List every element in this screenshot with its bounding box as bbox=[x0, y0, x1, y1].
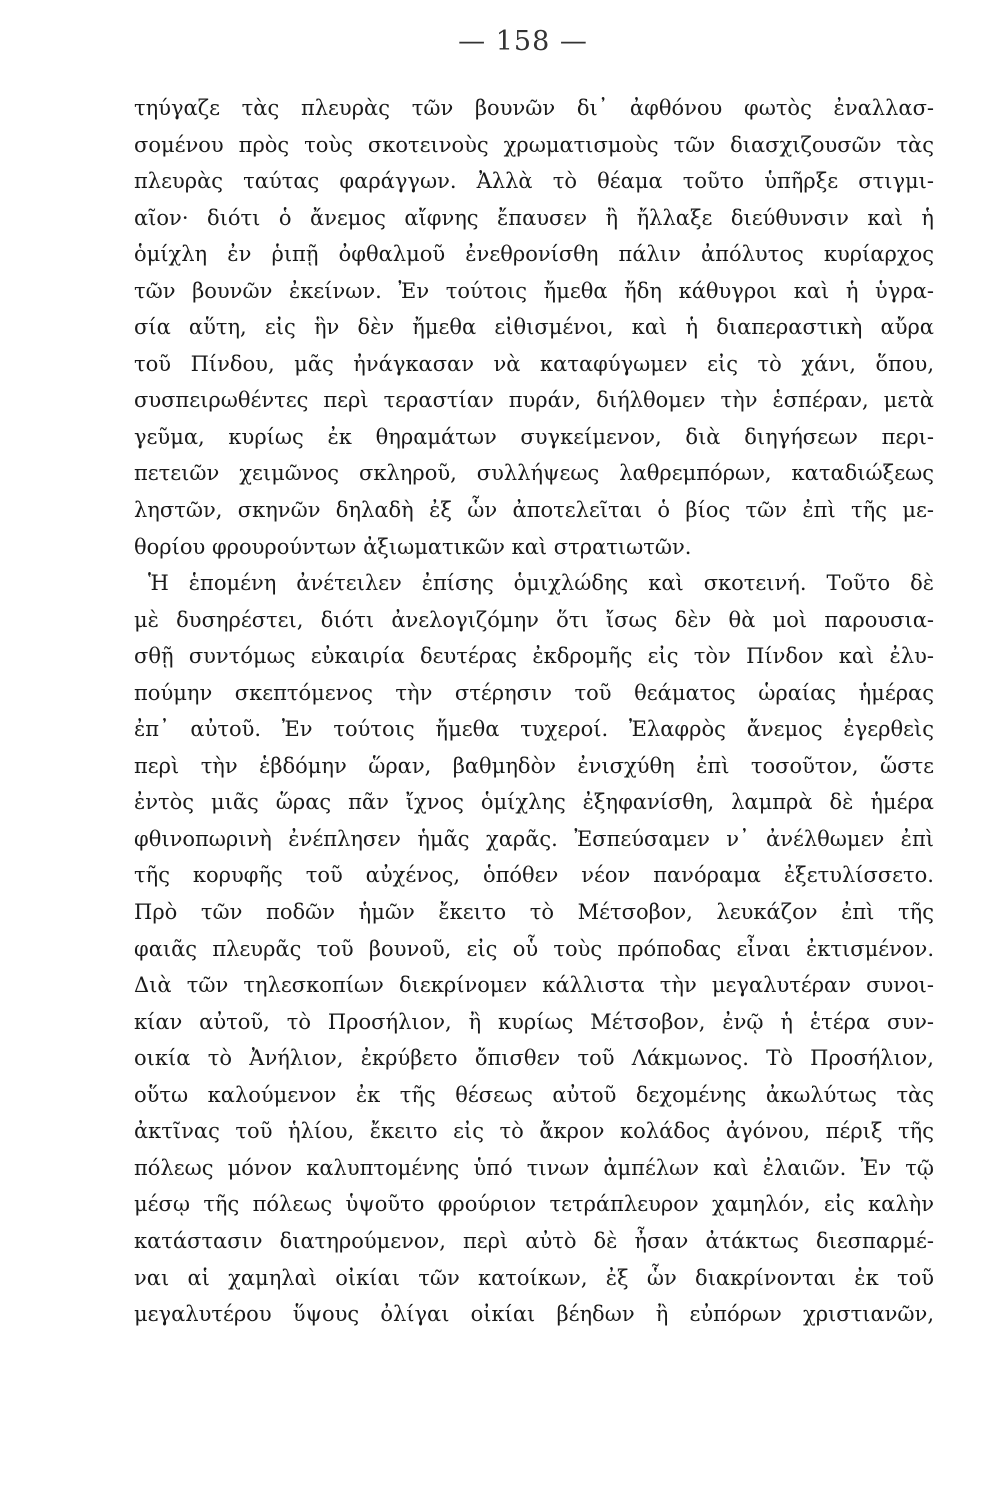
text-line: οὕτω καλούμενον ἐκ τῆς θέσεως αὐτοῦ δεχομένης ἀκωλύτως τὰς bbox=[134, 1082, 934, 1107]
page-number: — 158 — bbox=[458, 26, 588, 57]
text-line: σομένου πρὸς τοὺς σκοτεινοὺς χρωματισμοὺς τῶν διασχιζουσῶν τὰς bbox=[134, 132, 934, 157]
text-line: οικία τὸ Ἀνήλιον, ἐκρύβετο ὄπισθεν τοῦ Λάκμωνος. Τὸ Προσήλιον, bbox=[134, 1046, 934, 1071]
text-line: πούμην σκεπτόμενος τὴν στέρησιν τοῦ θεάματος ὡραίας ἡμέρας bbox=[134, 680, 934, 705]
text-line: πλευρὰς ταύτας φαράγγων. Ἀλλὰ τὸ θέαμα τοῦτο ὑπῆρξε στιγμι- bbox=[134, 169, 934, 194]
text-line: αῖον· διότι ὁ ἄνεμος αἴφνης ἔπαυσεν ἢ ἤλλαξε διεύθυνσιν καὶ ἡ bbox=[134, 205, 934, 230]
body-text bbox=[134, 90, 934, 1333]
text-line: γεῦμα, κυρίως ἐκ θηραμάτων συγκείμενον, διὰ διηγήσεων περι- bbox=[134, 424, 934, 449]
text-line: πόλεως μόνον καλυπτομένης ὑπό τινων ἀμπέλων καὶ ἐλαιῶν. Ἐν τῷ bbox=[134, 1155, 934, 1180]
text-line: μεγαλυτέρου ὕψους ὀλίγαι οἰκίαι βέηδων ἢ εὐπόρων χριστιανῶν, bbox=[134, 1302, 934, 1327]
text-line: περὶ τὴν ἑβδόμην ὥραν, βαθμηδὸν ἐνισχύθη ἐπὶ τοσοῦτον, ὥστε bbox=[134, 753, 934, 778]
paragraph-start-line: Ἡ ἑπομένη ἀνέτειλεν ἐπίσης ὁμιχλώδης καὶ σκοτεινή. Τοῦτο δὲ bbox=[148, 571, 934, 596]
text-line: σθῇ συντόμως εὐκαιρία δευτέρας ἐκδρομῆς εἰς τὸν Πίνδον καὶ ἐλυ- bbox=[134, 644, 934, 669]
text-line: σία αὕτη, εἰς ἣν δὲν ἤμεθα εἰθισμένοι, καὶ ἡ διαπεραστικὴ αὔρα bbox=[134, 315, 934, 340]
text-line: τῆς κορυφῆς τοῦ αὐχένος, ὁπόθεν νέον πανόραμα ἐξετυλίσσετο. bbox=[134, 863, 934, 888]
text-line: ληστῶν, σκηνῶν δηλαδὴ ἐξ ὧν ἀποτελεῖται ὁ βίος τῶν ἐπὶ τῆς με- bbox=[134, 498, 934, 523]
text-line: ὁμίχλη ἐν ῥιπῇ ὀφθαλμοῦ ἐνεθρονίσθη πάλιν ἀπόλυτος κυρίαρχος bbox=[134, 242, 934, 267]
text-line: τῶν βουνῶν ἐκείνων. Ἐν τούτοις ἤμεθα ἤδη κάθυγροι καὶ ἡ ὑγρα- bbox=[134, 278, 934, 303]
text-line: Διὰ τῶν τηλεσκοπίων διεκρίνομεν κάλλιστα τὴν μεγαλυτέραν συνοι- bbox=[134, 973, 934, 998]
text-line: τοῦ Πίνδου, μᾶς ἠνάγκασαν νὰ καταφύγωμεν εἰς τὸ χάνι, ὅπου, bbox=[134, 351, 934, 376]
text-line: κατάστασιν διατηρούμενον, περὶ αὐτὸ δὲ ἦσαν ἀτάκτως διεσπαρμέ- bbox=[134, 1228, 934, 1253]
text-line: συσπειρωθέντες περὶ τεραστίαν πυράν, διήλθομεν τὴν ἑσπέραν, μετὰ bbox=[134, 388, 934, 413]
text-line: ἀκτῖνας τοῦ ἡλίου, ἔκειτο εἰς τὸ ἄκρον κολάδος ἀγόνου, πέριξ τῆς bbox=[134, 1119, 934, 1144]
text-line: φαιᾶς πλευρᾶς τοῦ βουνοῦ, εἰς οὗ τοὺς πρόποδας εἶναι ἐκτισμένον. bbox=[134, 936, 934, 961]
text-line: φθινοπωρινὴ ἐνέπλησεν ἡμᾶς χαρᾶς. Ἐσπεύσαμεν ν᾽ ἀνέλθωμεν ἐπὶ bbox=[134, 826, 934, 851]
text-line: Πρὸ τῶν ποδῶν ἡμῶν ἔκειτο τὸ Μέτσοβον, λευκάζον ἐπὶ τῆς bbox=[134, 900, 934, 925]
text-line: πετειῶν χειμῶνος σκληροῦ, συλλήψεως λαθρεμπόρων, καταδιώξεως bbox=[134, 461, 934, 486]
text-line: κίαν αὐτοῦ, τὸ Προσήλιον, ἢ κυρίως Μέτσοβον, ἐνῷ ἡ ἑτέρα συν- bbox=[134, 1009, 934, 1034]
text-line: ἐπ᾽ αὐτοῦ. Ἐν τούτοις ἤμεθα τυχεροί. Ἐλαφρὸς ἄνεμος ἐγερθεὶς bbox=[134, 717, 934, 742]
text-line: μὲ δυσηρέστει, διότι ἀνελογιζόμην ὅτι ἴσως δὲν θὰ μοὶ παρουσια- bbox=[134, 607, 934, 632]
text-line: ἐντὸς μιᾶς ὥρας πᾶν ἴχνος ὁμίχλης ἐξηφανίσθη, λαμπρὰ δὲ ἡμέρα bbox=[134, 790, 934, 815]
paragraph-end-line: θορίου φρουρούντων ἀξιωματικῶν καὶ στρατιωτῶν. bbox=[134, 534, 692, 559]
text-line: μέσῳ τῆς πόλεως ὑψοῦτο φρούριον τετράπλευρον χαμηλόν, εἰς καλὴν bbox=[134, 1192, 934, 1217]
text-line: ναι αἱ χαμηλαὶ οἰκίαι τῶν κατοίκων, ἐξ ὧν διακρίνονται ἐκ τοῦ bbox=[134, 1265, 934, 1290]
text-line: τηύγαζε τὰς πλευρὰς τῶν βουνῶν δι᾽ ἀφθόνου φωτὸς ἐναλλασ- bbox=[134, 96, 934, 120]
